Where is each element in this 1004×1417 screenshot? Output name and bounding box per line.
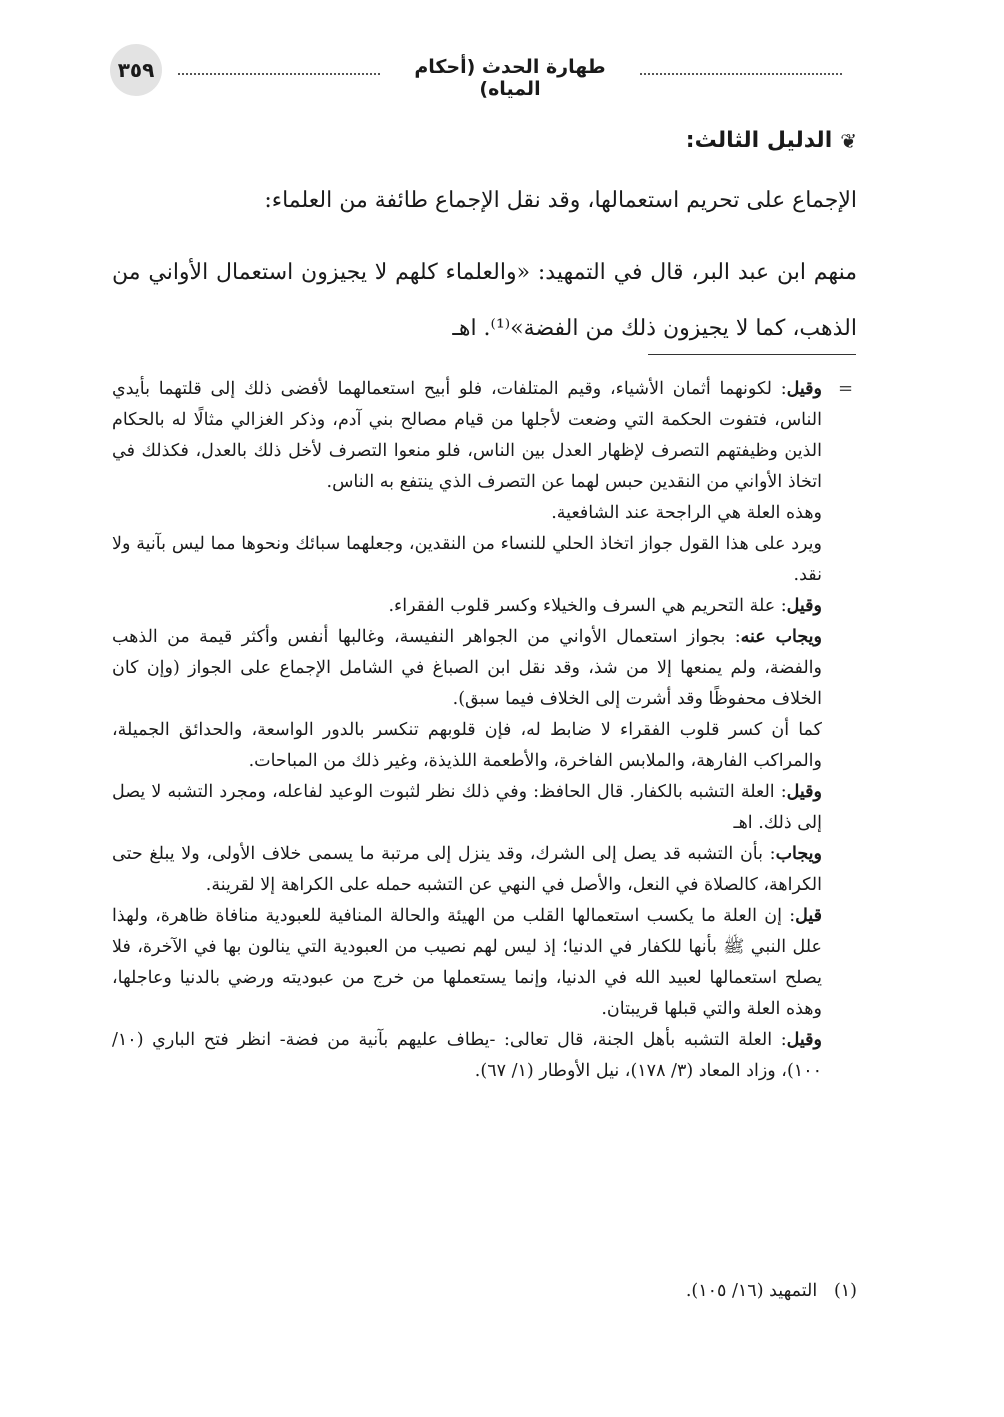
leaf-ornament-icon: ❦	[840, 128, 857, 153]
header-dotted-rule-right	[640, 73, 842, 75]
header-dotted-rule-left	[178, 73, 380, 75]
footnote-paragraph: كما أن كسر قلوب الفقراء لا ضابط له، فإن قلوبهم تنكسر بالدور الواسعة، والحدائق الجميلة، والمراكب الفارهة، والملابس الفاخرة، والأطعمة اللذيذة، وغير ذلك من المباحات.	[112, 720, 822, 771]
body-paragraph-2: منهم ابن عبد البر، قال في التمهيد: «والعلماء كلهم لا يجيزون استعمال الأواني من الذهب، كما لا يجيزون ذلك من الفضة»⁽¹⁾. اهـ	[112, 260, 857, 341]
footnote-separator	[648, 354, 856, 355]
footnote-paragraph: ويجاب عنه: بجواز استعمال الأواني من الجواهر النفيسة، وغالبها أنفس وأكثر قيمة من الذهب والفضة، ولم يمنعها إلا من شذ، وقد نقل ابن الصباغ في الشامل الإجماع على الجواز (وإن كان الخلاف محفوظًا وقد أشرت إلى الخلاف فيما سبق).	[112, 627, 822, 709]
footnote-paragraph: وهذه العلة هي الراجحة عند الشافعية.	[551, 503, 822, 523]
footnote-continuation	[112, 374, 822, 1087]
footnote-paragraph: ويجاب: بأن التشبه قد يصل إلى الشرك، وقد ينزل إلى مرتبة ما يسمى خلاف الأولى، ولا يبلغ حتى الكراهة، كالصلاة في النعل، والأصل في النهي عن التشبه حمله على الكراهة إلا لقرينة.	[112, 844, 822, 895]
footnote-paragraph: وقيل: العلة التشبه بالكفار. قال الحافظ: وفي ذلك نظر لثبوت الوعيد لفاعله، ومجرد التشبه لا يصل إلى ذلك. اهـ	[112, 782, 822, 833]
footnote-paragraph: قيل: إن العلة ما يكسب استعمالها القلب من الهيئة والحالة المنافية للعبودية منافاة ظاهرة، ولهذا علل النبي ﷺ بأنها للكفار في الدنيا؛ إذ ليس لهم نصيب من العبودية التي ينالون بها في الآخرة، فلا يصلح استعمالها لعبيد الله في الدنيا، وإنما يستعملها من خرج من عبوديته ورضي بالدنيا وعاجلها، وهذه العلة والتي قبلها قريبتان.	[112, 906, 822, 1019]
body-paragraph-1: الإجماع على تحريم استعمالها، وقد نقل الإجماع طائفة من العلماء:	[264, 188, 857, 213]
continuation-mark: =	[838, 378, 854, 399]
footnote-1	[112, 1276, 857, 1307]
heading-text: الدليل الثالث:	[685, 128, 833, 153]
footnote-paragraph: وقيل: لكونهما أثمان الأشياء، وقيم المتلفات، فلو أبيح استعمالهما لأفضى ذلك إلى قلتهما بأيدي الناس، فتفوت الحكمة التي وضعت لأجلها من قيام مصالح بني آدم، وذكر الغزالي مثالًا له بالحكام الذين وظيفتهم التصرف لإظهار العدل بين الناس، فلو منعوا التصرف لأخل ذلك بالعدل، فكذلك في اتخاذ الأواني من النقدين حبس لهما عن التصرف الذي ينتفع به الناس.	[112, 379, 822, 492]
section-heading	[112, 128, 857, 153]
footnote-paragraph: وقيل: العلة التشبه بأهل الجنة، قال تعالى: -يطاف عليهم بآنية من فضة- انظر فتح الباري (١٠/ ١٠٠)، وزاد المعاد (٣/ ١٧٨)، نيل الأوطار (١/ ٦٧).	[112, 1030, 822, 1081]
footnote-paragraph: وقيل: علة التحريم هي السرف والخيلاء وكسر قلوب الفقراء.	[388, 596, 822, 616]
footnote-1-number: (١)	[833, 1281, 857, 1301]
running-title: طهارة الحدث (أحكام المياه)	[414, 56, 606, 100]
footnote-paragraph: ويرد على هذا القول جواز اتخاذ الحلي للنساء من النقدين، وجعلهما سبائك ونحوها مما ليس بآنية ولا نقد.	[112, 534, 822, 585]
page-number: ٣٥٩	[110, 44, 162, 96]
footnote-1-text: التمهيد (١٦/ ١٠٥).	[685, 1281, 818, 1301]
